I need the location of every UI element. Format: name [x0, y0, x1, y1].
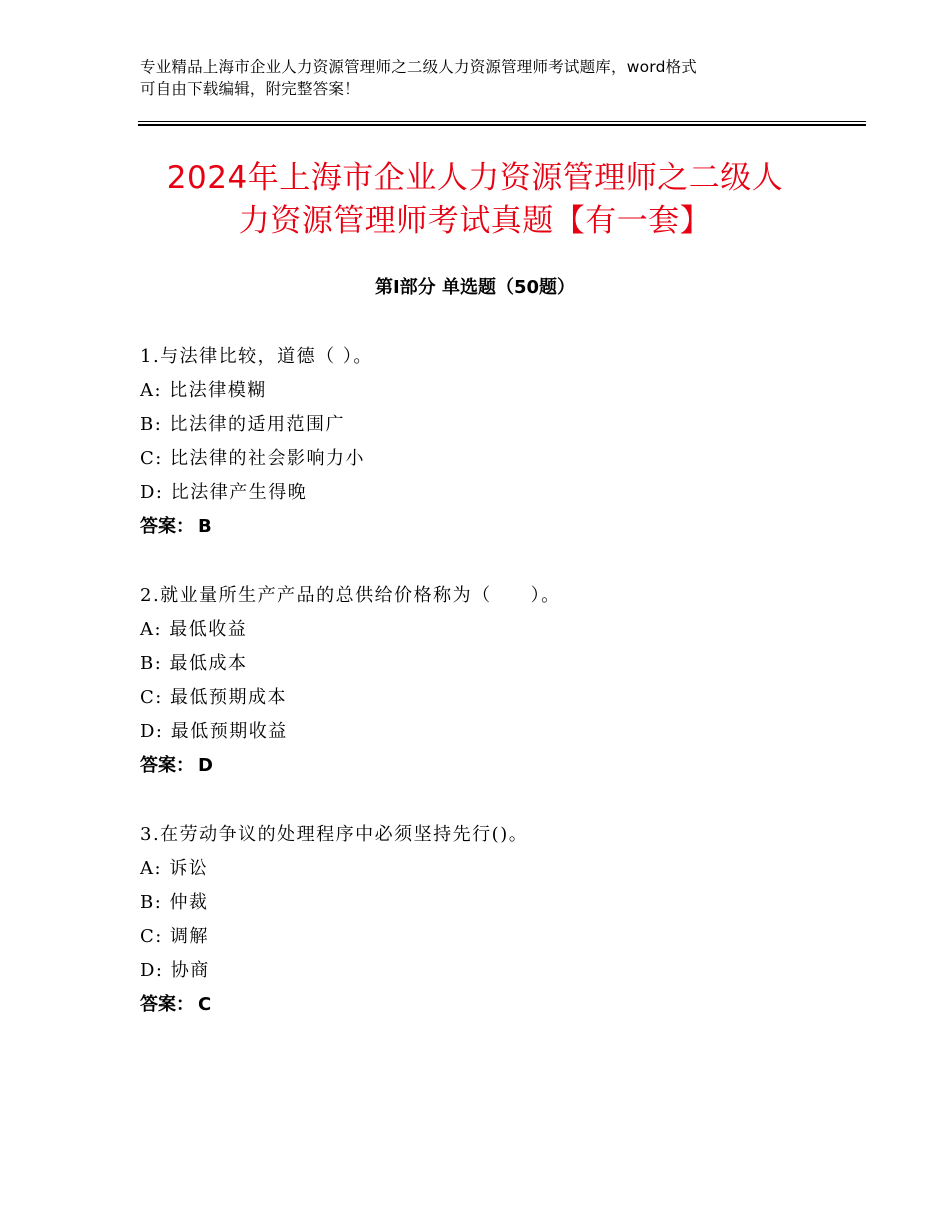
answer-label: 答案：: [140, 994, 194, 1015]
answer-value: B: [198, 516, 212, 537]
document-title: [100, 157, 850, 243]
document-title-line-1: 2024年上海市企业人力资源管理师之二级人: [166, 160, 784, 196]
answer-label: 答案：: [140, 755, 194, 776]
answer-label: 答案：: [140, 516, 194, 537]
question-stem: 2.就业量所生产产品的总供给价格称为（ ）。: [140, 585, 561, 606]
question-2: [140, 579, 860, 783]
question-3: [140, 818, 860, 1022]
header-note-line-1: 专业精品上海市企业人力资源管理师之二级人力资源管理师考试题库，word格式: [140, 58, 698, 76]
answer-line: [140, 749, 860, 783]
option-a: A: 比法律模糊: [140, 380, 267, 401]
header-divider-thick: [138, 124, 866, 126]
option-d: D: 比法律产生得晚: [140, 482, 308, 503]
question-stem: 1.与法律比较，道德（ ）。: [140, 346, 373, 367]
option-a: A: 最低收益: [140, 619, 248, 640]
answer-value: D: [198, 755, 213, 776]
header-note-line-2: 可自由下载编辑，附完整答案！: [140, 80, 360, 98]
option-d: D: 最低预期收益: [140, 721, 288, 742]
header-divider-thin: [138, 121, 866, 122]
document-title-line-2: 力资源管理师考试真题【有一套】: [238, 203, 712, 239]
option-b: B: 最低成本: [140, 653, 248, 674]
option-c: C: 比法律的社会影响力小: [140, 448, 366, 469]
option-b: B: 仲裁: [140, 892, 209, 913]
section-title: 第Ⅰ部分 单选题（50题）: [374, 277, 575, 298]
option-b: B: 比法律的适用范围广: [140, 414, 346, 435]
question-1: [140, 340, 860, 544]
answer-line: [140, 510, 860, 544]
option-a: A: 诉讼: [140, 858, 209, 879]
question-stem: 3.在劳动争议的处理程序中必须坚持先行()。: [140, 824, 529, 845]
option-c: C: 最低预期成本: [140, 687, 288, 708]
option-d: D: 协商: [140, 960, 210, 981]
option-c: C: 调解: [140, 926, 210, 947]
answer-line: [140, 988, 860, 1022]
header-note: [140, 56, 840, 100]
answer-value: C: [198, 994, 212, 1015]
